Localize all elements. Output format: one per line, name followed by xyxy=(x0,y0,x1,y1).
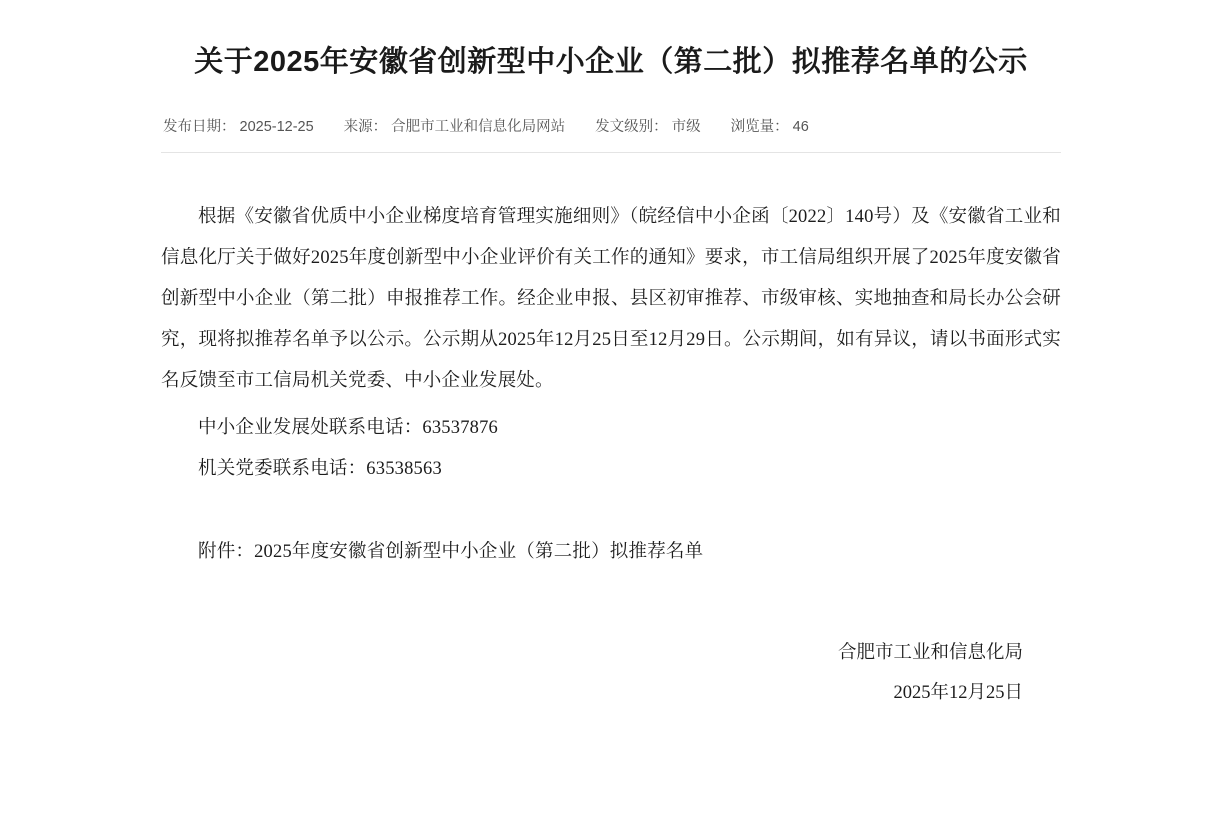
body-paragraph: 根据《安徽省优质中小企业梯度培育管理实施细则》（皖经信中小企函〔2022〕140号）及《安徽省工业和信息化厅关于做好2025年度创新型中小企业评价有关工作的通知》要求，市工信局组织开展了2025年度安徽省创新型中小企业（第二批）申报推荐工作。经企业申报、县区初审推荐、市级审核、实地抽查和局长办公会研究，现将拟推荐名单予以公示。公示期从2025年12月25日至12月29日。公示期间，如有异议，请以书面形式实名反馈至市工信局机关党委、中小企业发展处。 xyxy=(161,207,1061,391)
article-meta xyxy=(161,116,1061,138)
article-container xyxy=(161,0,1061,713)
contact-phone-sme-office: 中小企业发展处联系电话：63537876 xyxy=(198,418,499,438)
meta-source xyxy=(344,116,566,138)
meta-source-label: 来源： xyxy=(343,119,388,135)
article-body xyxy=(161,197,1061,573)
signature-organization: 合肥市工业和信息化局 xyxy=(837,643,1023,663)
contact-phone-party-committee: 机关党委联系电话：63538563 xyxy=(198,459,442,479)
signature-date: 2025年12月25日 xyxy=(893,683,1023,703)
page-title: 关于2025年安徽省创新型中小企业（第二批）拟推荐名单的公示 xyxy=(194,46,1028,78)
meta-level xyxy=(595,116,701,138)
attachment-label: 附件：2025年度安徽省创新型中小企业（第二批）拟推荐名单 xyxy=(198,542,704,562)
attachment-note xyxy=(161,532,1061,573)
meta-publish-date-label: 发布日期： xyxy=(163,119,236,135)
meta-views-value: 46 xyxy=(792,119,809,135)
meta-views xyxy=(731,116,809,138)
meta-level-value: 市级 xyxy=(671,119,701,135)
article-meta-bar xyxy=(161,116,1061,153)
meta-publish-date xyxy=(163,116,314,138)
document-signature xyxy=(161,633,1061,713)
meta-publish-date-value: 2025-12-25 xyxy=(239,119,314,135)
contact-phone-list xyxy=(161,408,1061,490)
meta-level-label: 发文级别： xyxy=(595,119,668,135)
meta-views-label: 浏览量： xyxy=(730,119,789,135)
meta-source-value: 合肥市工业和信息化局网站 xyxy=(391,119,566,135)
